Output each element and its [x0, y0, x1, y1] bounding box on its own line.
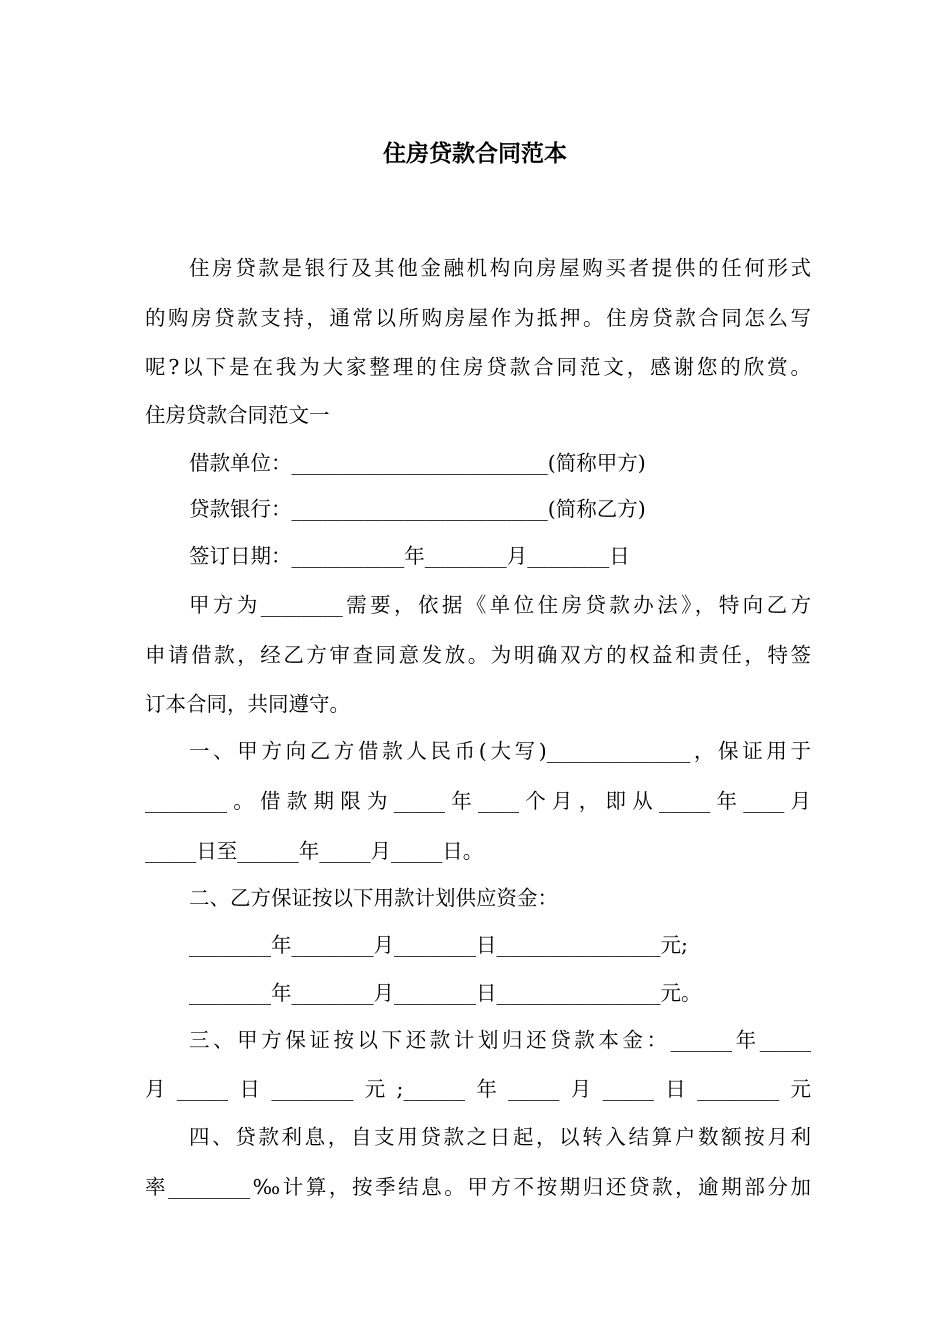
repayment-plan-line: 月_____日________元;______年_____月_____日________元 [145, 1077, 811, 1101]
clause-line: 三、甲方保证按以下还款计划归还贷款本金：______年_____ [189, 1028, 811, 1052]
clause-line: 率________‰计算，按季结息。甲方不按期归还贷款，逾期部分加 [145, 1175, 811, 1199]
paragraph-line: 的购房贷款支持，通常以所购房屋作为抵押。住房贷款合同怎么写 [145, 306, 811, 330]
paragraph-line: 订本合同，共同遵守。 [145, 692, 350, 716]
borrower-field: 借款单位：_________________________(简称甲方) [189, 451, 646, 475]
funding-plan-line: ________年________月________日________________元; [189, 933, 688, 957]
clause-line: _____日至______年_____月_____日。 [145, 839, 484, 863]
clause-line: 一、甲方向乙方借款人民币(大写)______________，保证用于 [189, 739, 811, 763]
section-heading: 住房贷款合同范文一 [145, 403, 330, 427]
clause-line: 四、贷款利息，自支用贷款之日起，以转入结算户数额按月利 [189, 1125, 811, 1149]
signing-date-field: 签订日期：___________年________月________日 [189, 544, 630, 568]
paragraph-line: 申请借款，经乙方审查同意发放。为明确双方的权益和责任，特签 [145, 643, 811, 667]
clause-line: 二、乙方保证按以下用款计划供应资金： [189, 886, 558, 910]
paragraph-line: 甲方为________需要，依据《单位住房贷款办法》，特向乙方 [189, 593, 811, 617]
lender-field: 贷款银行：_________________________(简称乙方) [189, 497, 646, 521]
clause-line: ________。借款期限为_____年____个月，即从_____年____月 [145, 789, 811, 813]
funding-plan-line: ________年________月________日________________元。 [189, 981, 702, 1005]
paragraph-line: 呢?以下是在我为大家整理的住房贷款合同范文，感谢您的欣赏。 [145, 355, 811, 379]
page-title: 住房贷款合同范本 [383, 141, 567, 167]
paragraph-line: 住房贷款是银行及其他金融机构向房屋购买者提供的任何形式 [189, 256, 811, 280]
